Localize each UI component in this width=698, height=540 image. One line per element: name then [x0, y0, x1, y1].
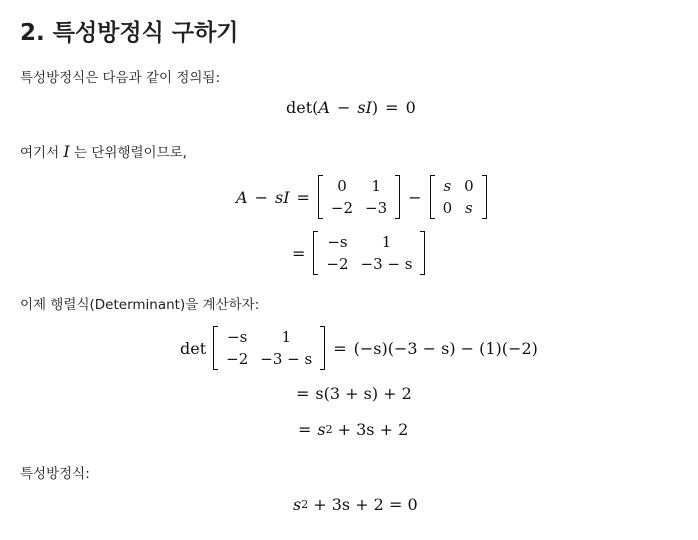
- equals-sign: =: [292, 243, 306, 263]
- equation-characteristic: [293, 495, 418, 514]
- exponent: 2: [301, 498, 309, 511]
- determinant-intro: 이제 행렬식(Determinant)을 계산하자:: [20, 297, 260, 313]
- identity-symbol-inline: I: [63, 142, 70, 161]
- matrix-cell: s: [465, 199, 473, 217]
- identity-symbol: I: [283, 187, 290, 207]
- equation-result-matrix: [285, 231, 426, 275]
- matrix-cell: 0: [337, 177, 347, 195]
- section-heading: 2. 특성방정식 구하기: [20, 20, 239, 46]
- matrix-cell: −2: [330, 199, 354, 217]
- matrix-a-symbol: A: [236, 187, 248, 207]
- matrix-cell: 1: [371, 177, 381, 195]
- equation-simplify-2: [298, 420, 408, 439]
- identity-symbol: I: [365, 98, 372, 117]
- matrix-cell: −3: [365, 199, 388, 217]
- intro-text: 특성방정식은 다음과 같이 정의됨:: [20, 70, 220, 86]
- matrix-cell: −3 − s: [360, 255, 413, 273]
- matrix-cell: −s: [327, 233, 348, 251]
- equals-sign: =: [298, 420, 312, 439]
- simplified-expression: s(3 + s) + 2: [315, 384, 412, 403]
- s-symbol: s: [357, 98, 366, 117]
- paren-open: (: [312, 98, 319, 117]
- minus-sign: −: [254, 187, 268, 207]
- det-operator: det: [180, 338, 207, 358]
- matrix-cell: 1: [281, 328, 291, 346]
- equals-sign: =: [296, 187, 310, 207]
- matrix-cell: −s: [227, 328, 248, 346]
- equation-a-minus-si: [236, 175, 488, 219]
- s-symbol: s: [317, 420, 326, 439]
- polynomial-rest: + 3s + 2: [337, 420, 409, 439]
- matrix-det: [212, 326, 326, 370]
- matrix-cell: 0: [464, 177, 474, 195]
- matrix-a-symbol: A: [318, 98, 330, 117]
- equals-sign: =: [296, 384, 310, 403]
- characteristic-label: 특성방정식:: [20, 466, 90, 482]
- matrix-cell: −2: [226, 350, 249, 368]
- note-pre: 여기서: [20, 145, 60, 161]
- matrix-result: [312, 231, 426, 275]
- equation-definition: [286, 98, 416, 117]
- s-symbol: s: [274, 187, 284, 207]
- equals-sign: =: [333, 338, 347, 358]
- minus-sign: −: [408, 187, 422, 207]
- matrix-si: [429, 175, 488, 219]
- determinant-expansion: (−s)(−3 − s) − (1)(−2): [353, 338, 538, 358]
- paren-close: ): [371, 98, 379, 117]
- matrix-cell: −3 − s: [260, 350, 313, 368]
- exponent: 2: [325, 423, 333, 436]
- zero-value: 0: [405, 98, 416, 117]
- note-post: 는 단위행렬이므로,: [74, 145, 187, 161]
- s-symbol: s: [293, 495, 302, 514]
- equation-simplify-1: [296, 384, 412, 403]
- equation-determinant: [180, 326, 538, 370]
- identity-note: [20, 141, 187, 161]
- matrix-a: [317, 175, 401, 219]
- matrix-cell: −2: [326, 255, 349, 273]
- matrix-cell: 0: [442, 199, 453, 217]
- polynomial-rest: + 3s + 2 = 0: [313, 495, 418, 514]
- det-operator: det: [286, 98, 313, 117]
- minus-sign: −: [336, 98, 351, 117]
- matrix-cell: s: [443, 177, 452, 195]
- equals-sign: =: [385, 98, 399, 117]
- matrix-cell: 1: [381, 233, 392, 251]
